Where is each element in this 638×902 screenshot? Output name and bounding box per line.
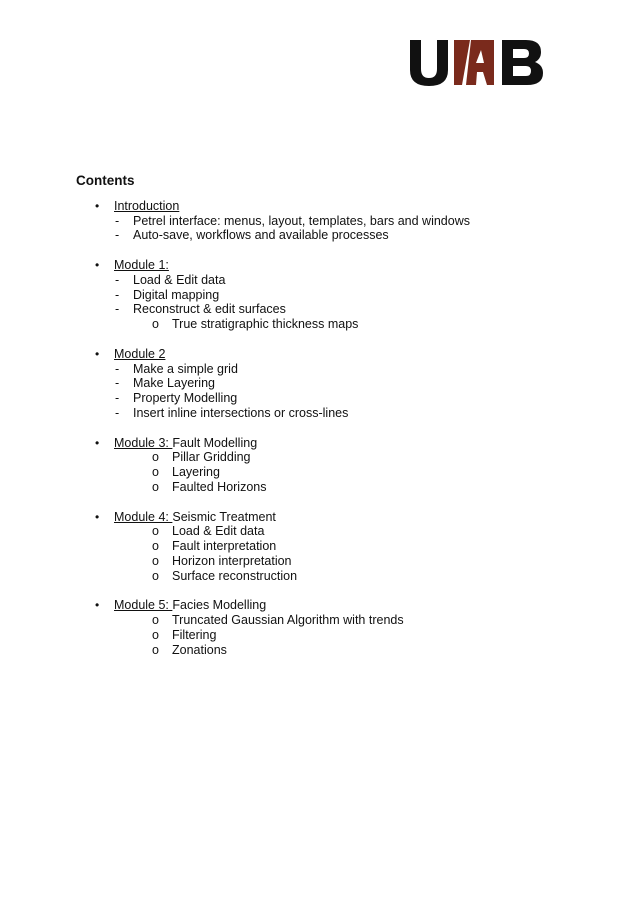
list-item: [76, 273, 596, 288]
circle-bullet-icon: o: [152, 465, 159, 480]
list-item-text: Pillar Gridding: [172, 450, 251, 465]
bullet-icon: •: [95, 198, 100, 213]
list-item: [76, 317, 596, 332]
section-heading-link: Module 5:: [114, 598, 173, 613]
circle-bullet-icon: o: [152, 539, 159, 554]
dash-icon: -: [115, 361, 120, 376]
section-heading: [76, 598, 596, 613]
contents-section: [76, 598, 596, 657]
logo-letter-u: [410, 40, 448, 86]
list-item: [76, 362, 596, 377]
list-item-text: Digital mapping: [133, 287, 220, 302]
circle-bullet-icon: o: [152, 317, 159, 332]
section-heading-title: Fault Modelling: [172, 435, 258, 450]
dash-icon: -: [115, 391, 120, 406]
dash-icon: -: [115, 228, 120, 243]
list-item-text: Auto-save, workflows and available processes: [133, 228, 389, 243]
section-heading-link: Module 1:: [114, 257, 169, 272]
list-item-text: Make Layering: [133, 376, 215, 391]
list-item-text: Make a simple grid: [133, 361, 238, 376]
section-heading: [76, 258, 596, 273]
list-item: [76, 288, 596, 303]
section-heading-link: Module 2: [114, 346, 166, 361]
dash-icon: -: [115, 376, 120, 391]
section-heading: [76, 436, 596, 451]
section-heading-link: Module 4:: [114, 509, 173, 524]
circle-bullet-icon: o: [152, 613, 159, 628]
contents-section: [76, 347, 596, 421]
list-item-text: Load & Edit data: [133, 272, 226, 287]
list-item: [76, 376, 596, 391]
bullet-icon: •: [95, 598, 100, 613]
section-heading-link: Module 3:: [114, 435, 173, 450]
list-item: [76, 391, 596, 406]
contents-section: [76, 199, 596, 243]
bullet-icon: •: [95, 346, 100, 361]
section-heading-title: Facies Modelling: [172, 598, 267, 613]
contents-title: Contents: [76, 173, 135, 188]
contents-section: [76, 258, 596, 332]
circle-bullet-icon: o: [152, 524, 159, 539]
uab-logo: [410, 38, 544, 88]
list-item-text: Faulted Horizons: [172, 479, 267, 494]
dash-icon: -: [115, 287, 120, 302]
circle-bullet-icon: o: [152, 627, 159, 642]
section-heading: [76, 199, 596, 214]
bullet-icon: •: [95, 435, 100, 450]
list-item-text: Reconstruct & edit surfaces: [133, 302, 286, 317]
list-item: [76, 643, 596, 658]
list-item: [76, 228, 596, 243]
logo-letter-a: [454, 40, 494, 85]
list-item: [76, 480, 596, 495]
list-item: [76, 569, 596, 584]
bullet-icon: •: [95, 509, 100, 524]
list-item-text: Filtering: [172, 627, 217, 642]
section-heading-title: Seismic Treatment: [172, 509, 276, 524]
list-item: [76, 613, 596, 628]
list-item-text: Horizon interpretation: [172, 553, 292, 568]
list-item: [76, 214, 596, 229]
contents-section: [76, 436, 596, 495]
list-item-text: Zonations: [172, 642, 227, 657]
contents-sections: [76, 199, 596, 658]
contents-section: [76, 510, 596, 584]
circle-bullet-icon: o: [152, 553, 159, 568]
section-heading-link: Introduction: [114, 198, 180, 213]
dash-icon: -: [115, 302, 120, 317]
dash-icon: -: [115, 272, 120, 287]
section-heading: [76, 347, 596, 362]
list-item: [76, 524, 596, 539]
list-item-text: Property Modelling: [133, 391, 238, 406]
bullet-icon: •: [95, 257, 100, 272]
list-item-text: Fault interpretation: [172, 539, 277, 554]
circle-bullet-icon: o: [152, 642, 159, 657]
circle-bullet-icon: o: [152, 479, 159, 494]
list-item: [76, 539, 596, 554]
circle-bullet-icon: o: [152, 450, 159, 465]
dash-icon: -: [115, 213, 120, 228]
circle-bullet-icon: o: [152, 568, 159, 583]
list-item: [76, 465, 596, 480]
list-item-text: True stratigraphic thickness maps: [172, 317, 359, 332]
table-of-contents: [76, 174, 596, 672]
list-item: [76, 406, 596, 421]
list-item: [76, 302, 596, 317]
list-item: [76, 628, 596, 643]
list-item-text: Load & Edit data: [172, 524, 265, 539]
dash-icon: -: [115, 405, 120, 420]
list-item-text: Surface reconstruction: [172, 568, 298, 583]
list-item: [76, 554, 596, 569]
list-item: [76, 450, 596, 465]
list-item-text: Petrel interface: menus, layout, templates, bars and windows: [133, 213, 470, 228]
list-item-text: Insert inline intersections or cross-lines: [133, 405, 349, 420]
logo-letter-b: [502, 40, 543, 85]
list-item-text: Truncated Gaussian Algorithm with trends: [172, 613, 404, 628]
list-item-text: Layering: [172, 465, 220, 480]
section-heading: [76, 510, 596, 525]
